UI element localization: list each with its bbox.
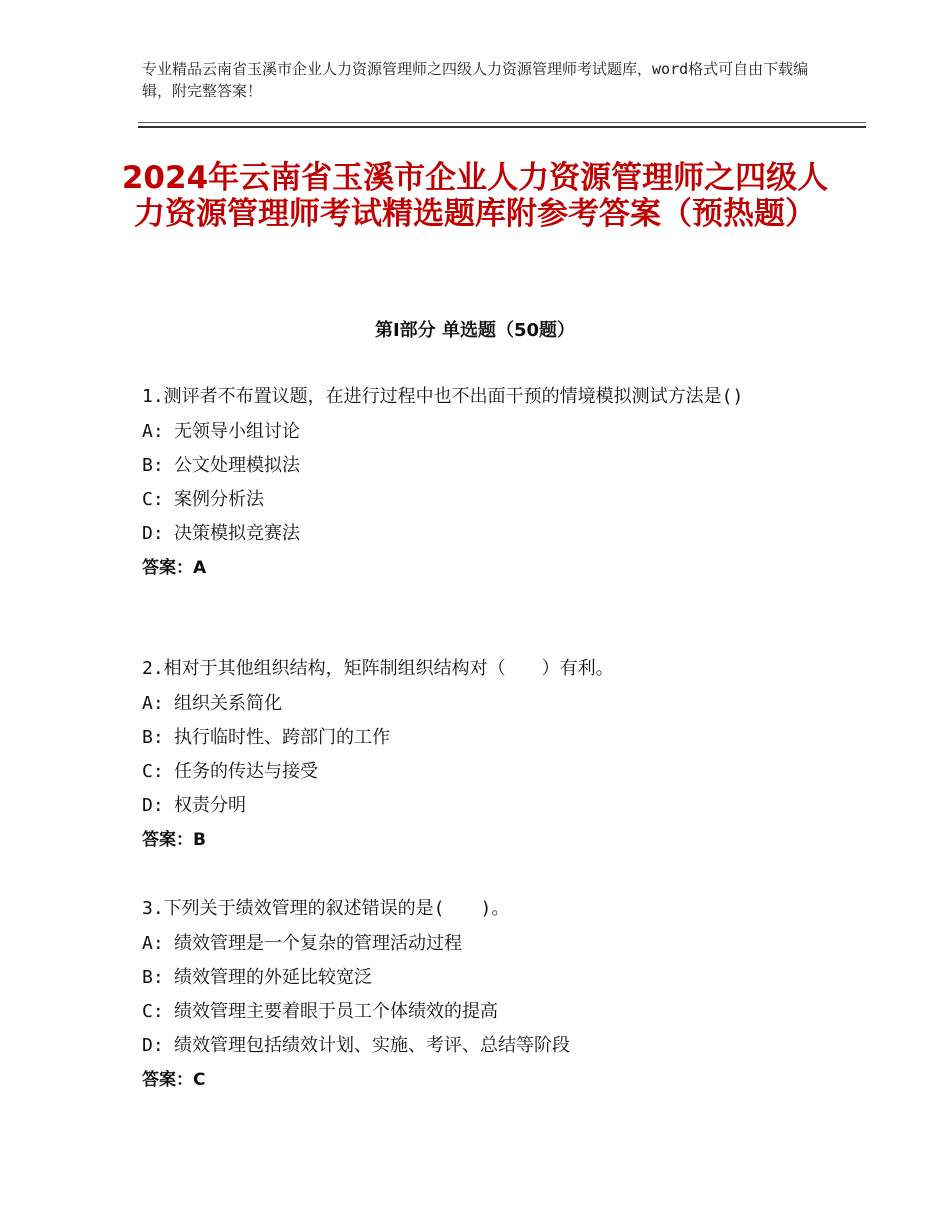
- option-text: 绩效管理的外延比较宽泛: [174, 967, 372, 988]
- option-letter: C:: [142, 761, 164, 782]
- header-rule-thin: [138, 122, 866, 123]
- option-letter: B:: [142, 967, 164, 988]
- question-stem: 1.测评者不布置议题，在进行过程中也不出面干预的情境模拟测试方法是(): [142, 386, 744, 407]
- section-title: 第Ⅰ部分 单选题（50题）: [374, 320, 575, 341]
- option-letter: C:: [142, 489, 164, 510]
- option-letter: C:: [142, 1001, 164, 1022]
- option-text: 绩效管理包括绩效计划、实施、考评、总结等阶段: [174, 1035, 570, 1056]
- question-block: [142, 892, 822, 1097]
- option-c: [142, 995, 822, 1029]
- option-d: [142, 517, 822, 551]
- option-c: [142, 483, 822, 517]
- answer-line: 答案：C: [142, 1070, 206, 1090]
- option-d: [142, 1029, 822, 1063]
- option-text: 绩效管理主要着眼于员工个体绩效的提高: [174, 1001, 498, 1022]
- option-b: [142, 721, 822, 755]
- question-stem: 3.下列关于绩效管理的叙述错误的是( )。: [142, 898, 510, 919]
- option-c: [142, 755, 822, 789]
- option-text: 无领导小组讨论: [174, 421, 300, 442]
- option-letter: A:: [142, 421, 164, 442]
- header-rule-thick: [138, 126, 866, 128]
- option-text: 组织关系简化: [174, 693, 282, 714]
- question-stem: 2.相对于其他组织结构，矩阵制组织结构对（ ）有利。: [142, 658, 614, 679]
- option-a: [142, 927, 822, 961]
- option-text: 权责分明: [174, 795, 246, 816]
- option-d: [142, 789, 822, 823]
- option-letter: D:: [142, 1035, 164, 1056]
- option-b: [142, 961, 822, 995]
- option-text: 公文处理模拟法: [174, 455, 300, 476]
- option-letter: A:: [142, 933, 164, 954]
- option-text: 案例分析法: [174, 489, 264, 510]
- header-note: 专业精品云南省玉溪市企业人力资源管理师之四级人力资源管理师考试题库，word格式可自由下载编辑，附完整答案！: [142, 60, 809, 100]
- option-letter: B:: [142, 455, 164, 476]
- option-letter: A:: [142, 693, 164, 714]
- option-text: 绩效管理是一个复杂的管理活动过程: [174, 933, 462, 954]
- option-text: 决策模拟竞赛法: [174, 523, 300, 544]
- document-title: 2024年云南省玉溪市企业人力资源管理师之四级人力资源管理师考试精选题库附参考答案（预热题）: [121, 160, 829, 232]
- answer-line: 答案：A: [142, 558, 207, 578]
- option-letter: D:: [142, 795, 164, 816]
- answer-line: 答案：B: [142, 830, 206, 850]
- option-text: 执行临时性、跨部门的工作: [174, 727, 390, 748]
- option-letter: B:: [142, 727, 164, 748]
- question-block: [142, 380, 822, 585]
- option-text: 任务的传达与接受: [174, 761, 318, 782]
- option-a: [142, 415, 822, 449]
- question-block: [142, 652, 822, 857]
- option-a: [142, 687, 822, 721]
- option-b: [142, 449, 822, 483]
- option-letter: D:: [142, 523, 164, 544]
